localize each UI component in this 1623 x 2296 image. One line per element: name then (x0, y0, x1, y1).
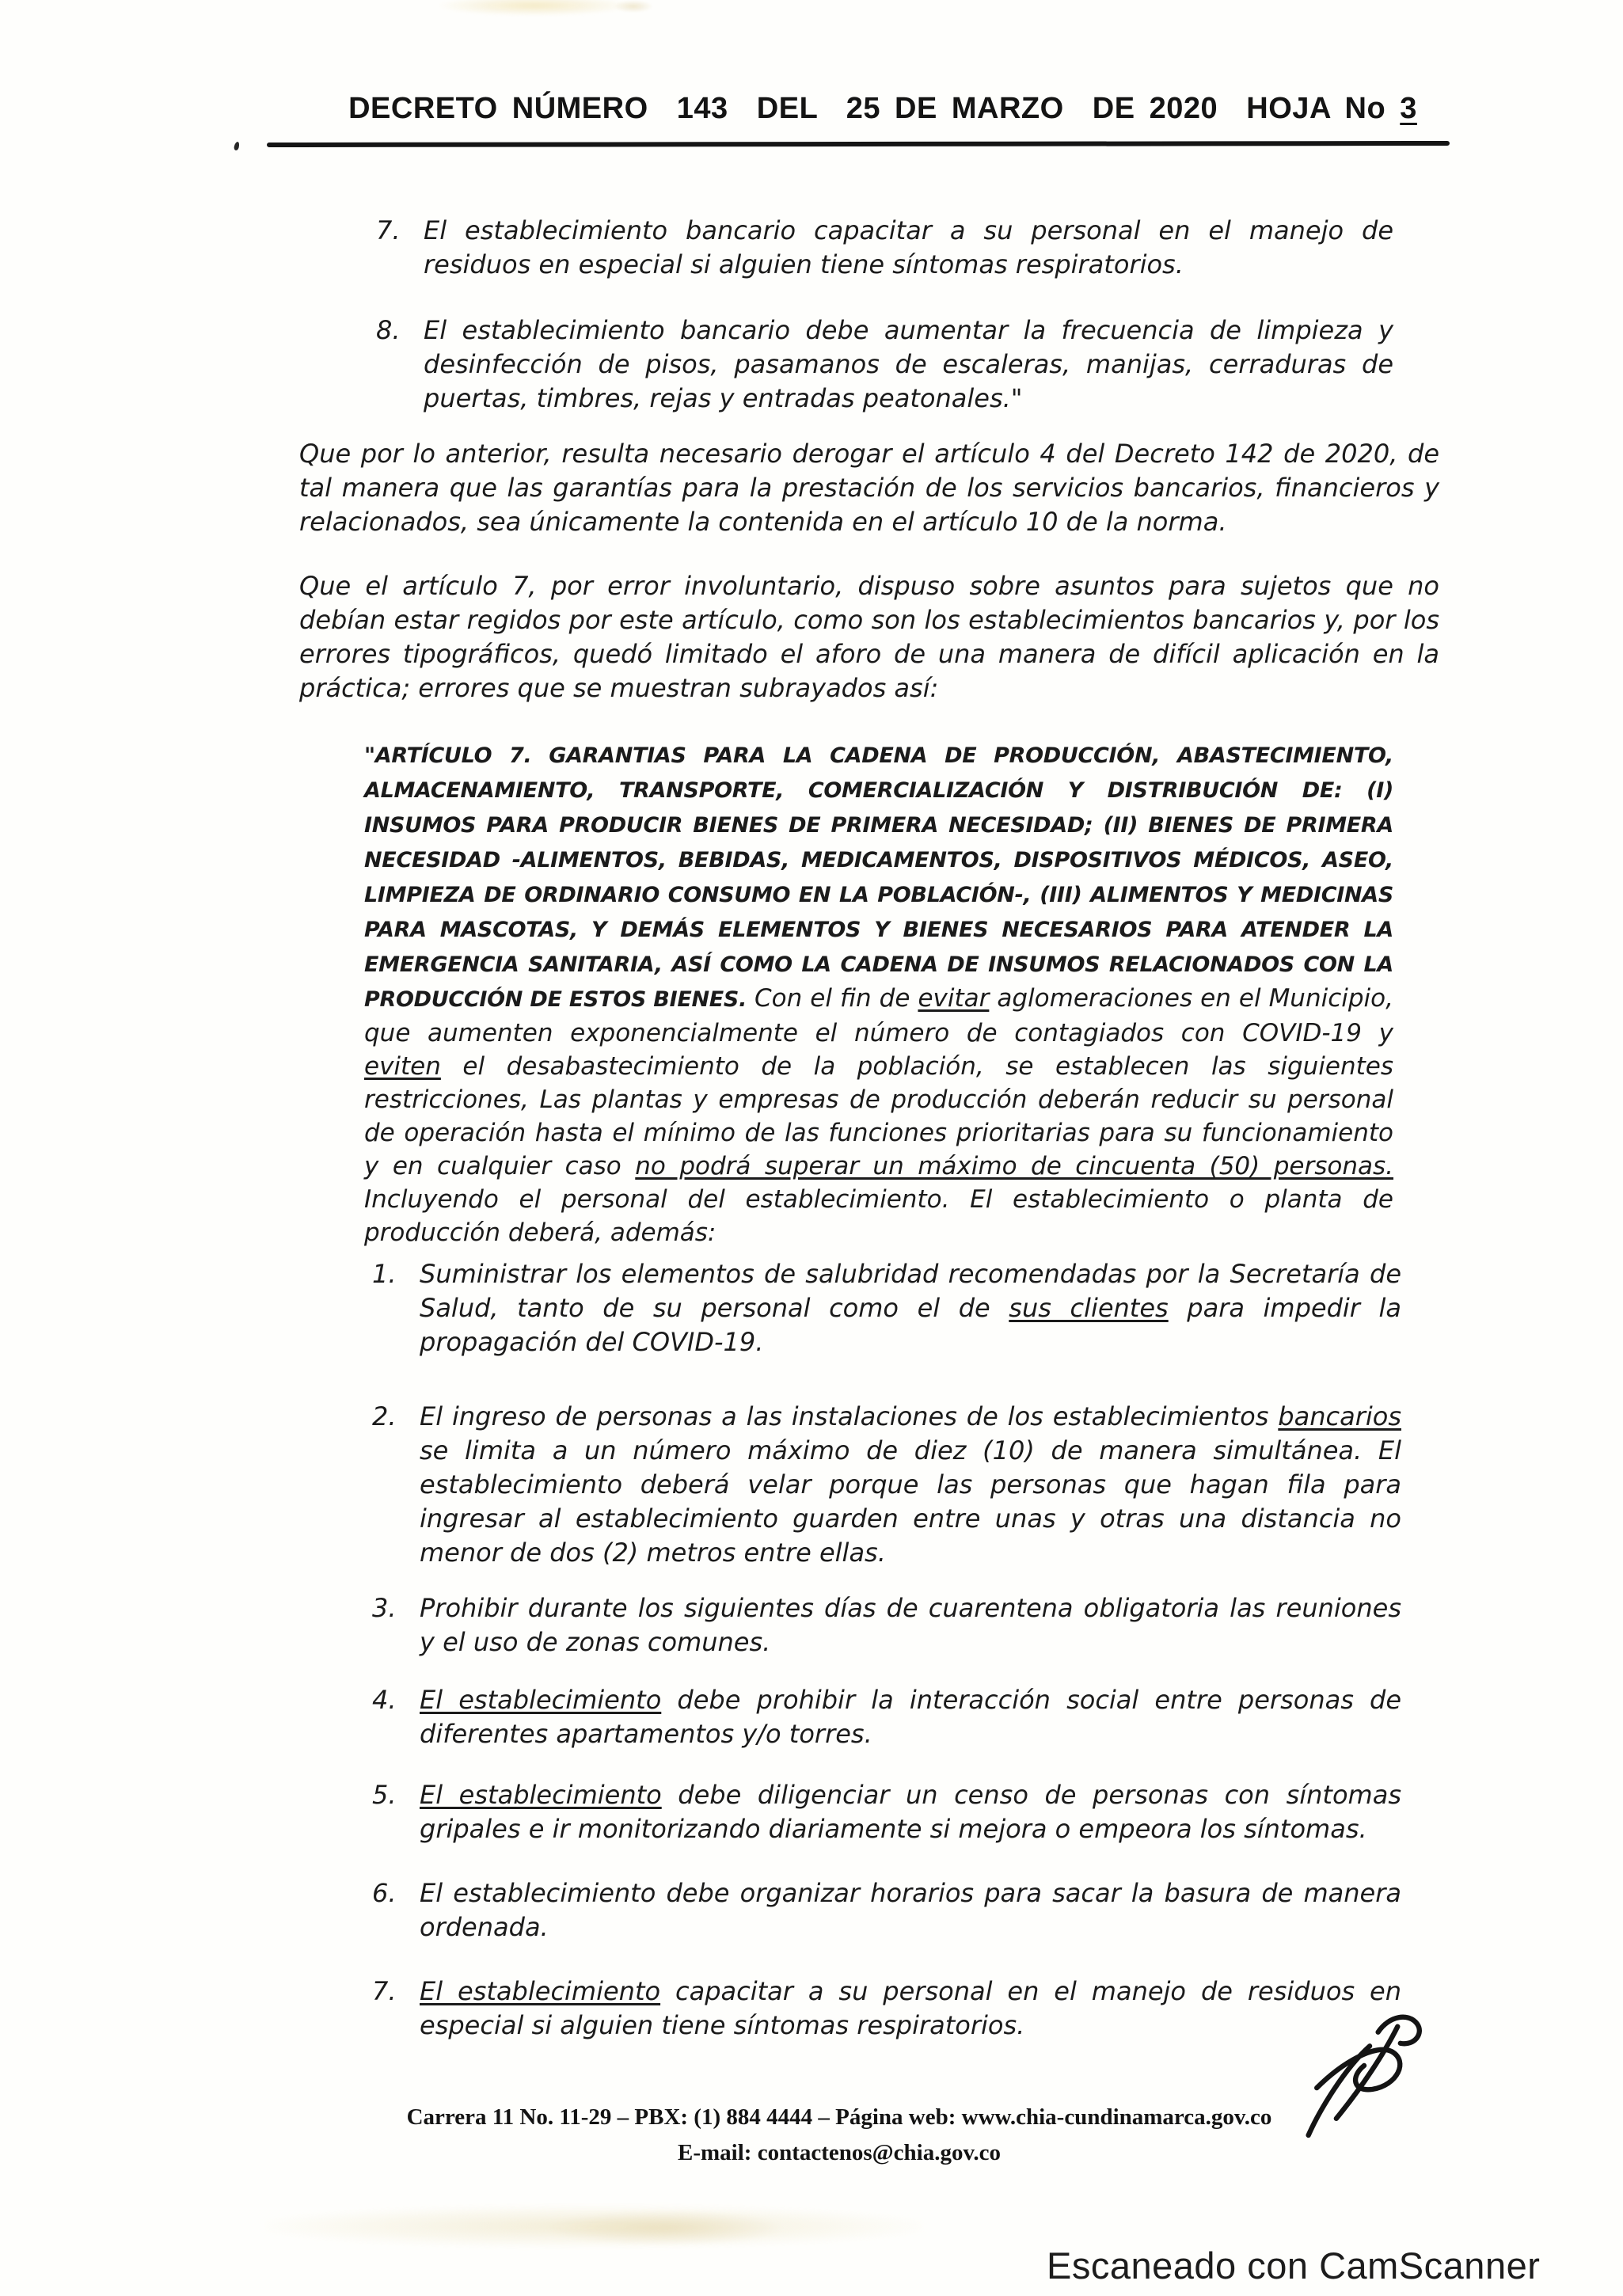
camscanner-watermark-text: Escaneado con CamScanner (1047, 2245, 1541, 2286)
stray-ink-mark (234, 141, 240, 150)
underlined-text-run: El establecimiento (420, 1780, 662, 1810)
scan-smudge-bottom-small (546, 2210, 784, 2245)
underlined-text-run: El establecimiento (420, 1976, 661, 2006)
list-item-number: 6. (372, 1878, 397, 1908)
article-7-paragraph (364, 738, 1393, 1249)
header-rule (267, 141, 1450, 147)
footer-email-line: E-mail: contactenos@chia.gov.co (678, 2140, 1001, 2165)
list-item-number: 2. (372, 1401, 397, 1431)
scan-smudge-top (435, 0, 633, 16)
header-title: DECRETO NÚMERO 143 DEL 25 DE MARZO DE 2020 HOJA No (348, 92, 1401, 125)
underlined-text-run: evitar (918, 984, 990, 1013)
list-item-text (420, 1778, 1401, 1846)
quoted-list-item-8 (376, 314, 1393, 416)
list-item-text (420, 1400, 1401, 1570)
numbered-list-item-2 (372, 1400, 1401, 1570)
numbered-list-item-4 (372, 1683, 1401, 1751)
numbered-list-item-1 (372, 1257, 1401, 1359)
list-item-number: 8. (376, 315, 401, 345)
paragraph-error-involuntario (299, 569, 1439, 705)
text-run: El ingreso de personas a las instalaciones de los establecimientos (420, 1401, 1279, 1431)
underlined-text-run: sus clientes (1009, 1293, 1169, 1323)
text-run: Que por lo anterior, resulta necesario derogar el artículo 4 del Decreto 142 de 2020, de tal manera que las garantías para la prestación de los servicios bancarios, financieros y relacionados, sea únicamente la contenida en el artículo 10 de la norma. (299, 439, 1439, 537)
bold-text-run: "ARTÍCULO 7. GARANTIAS PARA LA CADENA DE PRODUCCIÓN, ABASTECIMIENTO, ALMACENAMIENTO, TRANSPORTE, COMERCIALIZACIÓN Y DISTRIBUCIÓN DE: (I) INSUMOS PARA PRODUCIR BIENES DE PRIMERA NECESIDAD; (II) BIENES DE PRIMERA NECESIDAD -ALIMENTOS, BEBIDAS, MEDICAMENTOS, DISPOSITIVOS MÉDICOS, ASEO, LIMPIEZA DE ORDINARIO CONSUMO EN LA POBLACIÓN-, (III) ALIMENTOS Y MEDICINAS PARA MASCOTAS, Y DEMÁS ELEMENTOS Y BIENES NECESARIOS PARA ATENDER LA EMERGENCIA SANITARIA, ASÍ COMO LA CADENA DE INSUMOS RELACIONADOS CON LA PRODUCCIÓN DE ESTOS BIENES. (364, 743, 1393, 1012)
text-run: debe prohibir la interacción social entre personas de diferentes apartamentos y/o torres. (420, 1685, 1402, 1749)
numbered-list-item-7 (372, 1975, 1401, 2043)
underlined-text-run: bancarios (1278, 1401, 1401, 1431)
text-run: El establecimiento debe organizar horarios para sacar la basura de manera ordenada. (420, 1878, 1401, 1942)
text-run: Suministrar los elementos de salubridad recomendadas por la Secretaría de Salud, tanto de su personal como el de (420, 1259, 1401, 1323)
underlined-text-run: no podrá superar un máximo de cincuenta (50) personas. (635, 1152, 1394, 1180)
scan-smudge-bottom (265, 2206, 922, 2247)
page-footer (269, 2100, 1409, 2171)
underlined-text-run: El establecimiento (420, 1685, 662, 1715)
underlined-text-run: eviten (364, 1052, 441, 1081)
text-run: el desabastecimiento de la población, se establecen las siguientes restricciones, Las plantas y empresas de producción deberán reducir su personal de operación hasta el mínimo de las funciones prioritarias para su funcionamiento y en cualquier caso (364, 1052, 1393, 1180)
text-run: El establecimiento bancario capacitar a su personal en el manejo de residuos en especial si alguien tiene síntomas respiratorios. (424, 215, 1393, 279)
list-item-text (424, 314, 1393, 416)
text-run: se limita a un número máximo de diez (10) de manera simultánea. El establecimiento deberá velar porque las personas que hagan fila para ingresar al establecimiento guarden entre unas y otras una distancia no menor de dos (2) metros entre ellas. (420, 1435, 1401, 1568)
list-item-text (424, 214, 1393, 282)
list-item-text (420, 1876, 1401, 1944)
numbered-list-item-5 (372, 1778, 1401, 1846)
text-run: para impedir la propagación del COVID-19. (420, 1293, 1402, 1357)
page-number: 3 (1400, 92, 1417, 125)
text-run: Prohibir durante los siguientes días de cuarentena obligatoria las reuniones y el uso de zonas comunes. (420, 1593, 1401, 1657)
quoted-list-item-7 (376, 214, 1393, 282)
list-item-text (420, 1591, 1401, 1659)
page-header (293, 92, 1473, 126)
list-item-text (420, 1257, 1401, 1359)
text-run: capacitar a su personal en el manejo de residuos en especial si alguien tiene síntomas respiratorios. (420, 1976, 1402, 2040)
list-item-number: 4. (372, 1685, 397, 1715)
list-item-text (420, 1975, 1401, 2043)
numbered-list-item-6 (372, 1876, 1401, 1944)
text-run: Con el fin de (747, 984, 918, 1013)
footer-address-line: Carrera 11 No. 11-29 – PBX: (1) 884 4444 – Página web: www.chia-cundinamarca.gov.co (406, 2104, 1272, 2130)
text-run: aglomeraciones en el Municipio, que aumenten exponencialmente el número de contagiados con COVID-19 y (364, 984, 1393, 1047)
list-item-number: 7. (372, 1976, 397, 2006)
list-item-number: 7. (376, 215, 401, 245)
text-run: El establecimiento bancario debe aumentar la frecuencia de limpieza y desinfección de pisos, pasamanos de escaleras, manijas, cerraduras de puertas, timbres, rejas y entradas peatonales." (424, 315, 1393, 413)
text-run: debe diligenciar un censo de personas con síntomas gripales e ir monitorizando diariamente si mejora o empeora los síntomas. (420, 1780, 1402, 1844)
numbered-list-item-3 (372, 1591, 1401, 1659)
text-run: Que el artículo 7, por error involuntario, dispuso sobre asuntos para sujetos que no debían estar regidos por este artículo, como son los establecimientos bancarios y, por los errores tipográficos, quedó limitado el aforo de una manera de difícil aplicación en la práctica; errores que se muestran subrayados así: (299, 571, 1439, 703)
list-item-number: 3. (372, 1593, 397, 1623)
list-item-text (420, 1683, 1401, 1751)
list-item-number: 1. (372, 1259, 397, 1289)
paragraph-derogar (299, 437, 1439, 539)
list-item-number: 5. (372, 1780, 397, 1810)
scan-smudge-top-small (614, 0, 653, 13)
text-run: Incluyendo el personal del establecimiento. El establecimiento o planta de producción deberá, además: (364, 1185, 1393, 1247)
